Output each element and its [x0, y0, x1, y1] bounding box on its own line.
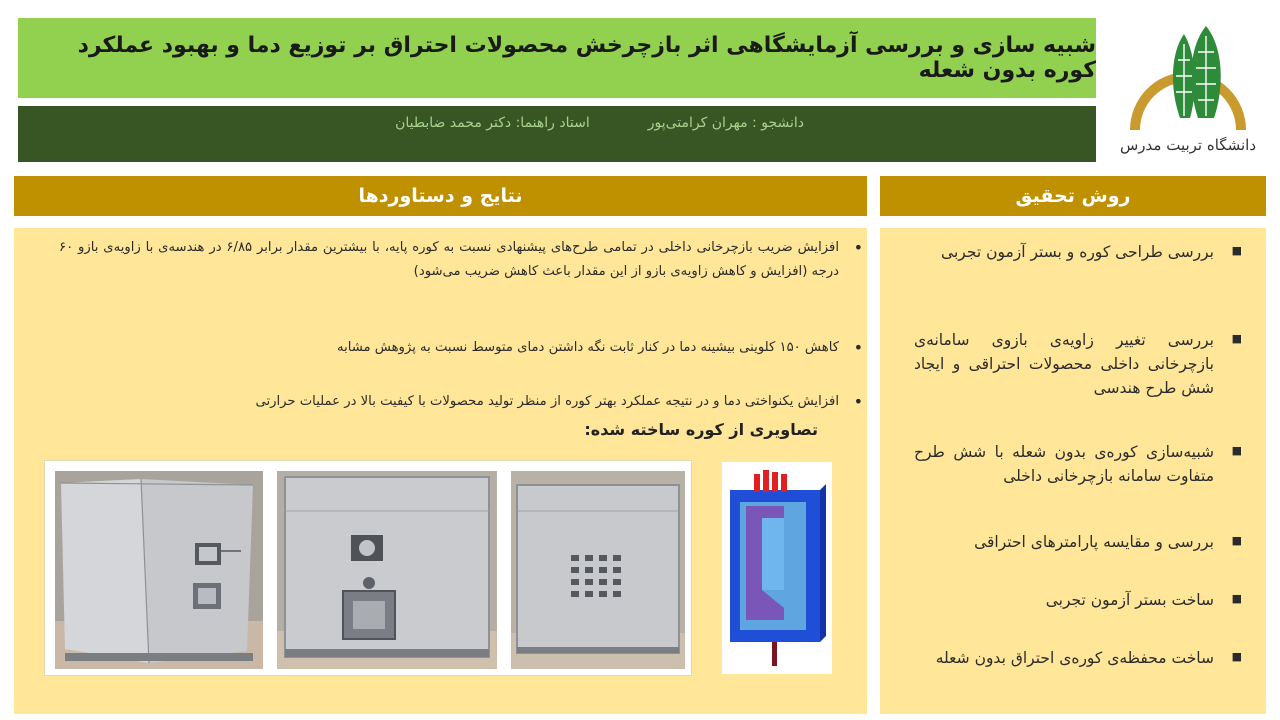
result-text: افزایش یکنواختی دما و در نتیجه عملکرد بهتر کوره از منظر تولید محصولات با کیفیت بالا در عملیات حرارتی: [255, 394, 839, 409]
logo-text: دانشگاه تربیت مدرس: [1120, 136, 1256, 154]
method-text: ساخت محفظه‌ی کوره‌ی احتراق بدون شعله: [935, 649, 1214, 667]
advisor-name: استاد راهنما: دکتر محمد ضابطیان: [395, 115, 590, 131]
furnace-photo-1: [55, 471, 263, 669]
bullet-icon: ■: [1231, 244, 1242, 257]
bullet-icon: ■: [1231, 592, 1242, 605]
list-item: [914, 440, 1242, 488]
method-text: بررسی و مقایسه پارامترهای احتراقی: [974, 533, 1214, 551]
method-header: [880, 176, 1266, 216]
student-name: دانشجو : مهران کرامتی‌پور: [647, 115, 804, 131]
bullet-icon: ■: [1231, 444, 1242, 457]
furnace-photos: [44, 460, 692, 676]
list-item: [59, 336, 863, 360]
furnace-render: [722, 462, 832, 674]
list-item: [59, 390, 863, 414]
results-heading: نتایج و دستاوردها: [358, 185, 523, 207]
method-text: بررسی طراحی کوره و بستر آزمون تجربی: [941, 243, 1214, 261]
furnace-photo-2: [277, 471, 497, 669]
list-item: [914, 240, 1242, 264]
photos-title: تصاویری از کوره ساخته شده:: [584, 420, 818, 439]
method-text: بررسی تغییر زاویه‌ی بازوی سامانه‌ی بازچرخانی داخلی محصولات احتراقی و ایجاد شش طرح هندسی: [914, 331, 1214, 397]
bullet-icon: ■: [1231, 650, 1242, 663]
bullet-icon: •: [853, 392, 863, 411]
method-panel: [880, 228, 1266, 714]
bullet-icon: •: [853, 338, 863, 357]
list-item: [914, 530, 1242, 554]
bullet-icon: ■: [1231, 534, 1242, 547]
list-item: [914, 646, 1242, 670]
university-logo-icon: [1118, 18, 1258, 162]
bullet-icon: •: [853, 238, 863, 257]
furnace-photo-3: [511, 471, 685, 669]
method-text: ساخت بستر آزمون تجربی: [1045, 591, 1214, 609]
method-heading: روش تحقیق: [1015, 185, 1131, 207]
result-text: کاهش ۱۵۰ کلوینی بیشینه دما در کنار ثابت نگه داشتن دمای متوسط نسبت به پژوهش مشابه: [337, 340, 839, 355]
result-text: افزایش ضریب بازچرخانی داخلی در تمامی طرح‌های پیشنهادی نسبت به کوره پایه، با بیشترین مقدار برابر ۶/۸۵ در هندسه‌ی با زاویه‌ی بازو ۶۰ درجه (افزایش و کاهش زاویه‌ی بازو از این مقدار باعث کاهش ضریب می‌شود): [59, 240, 839, 279]
authors-banner: [18, 106, 1096, 162]
list-item: [914, 588, 1242, 612]
list-item: [914, 328, 1242, 400]
bullet-icon: ■: [1231, 332, 1242, 345]
title-banner: [18, 18, 1096, 98]
method-text: شبیه‌سازی کوره‌ی بدون شعله با شش طرح متفاوت سامانه بازچرخانی داخلی: [914, 443, 1214, 485]
page-title: شبیه سازی و بررسی آزمایشگاهی اثر بازچرخش محصولات احتراق بر توزیع دما و بهبود عملکرد کوره بدون شعله: [77, 33, 1096, 83]
list-item: [59, 236, 863, 284]
results-header: [14, 176, 867, 216]
